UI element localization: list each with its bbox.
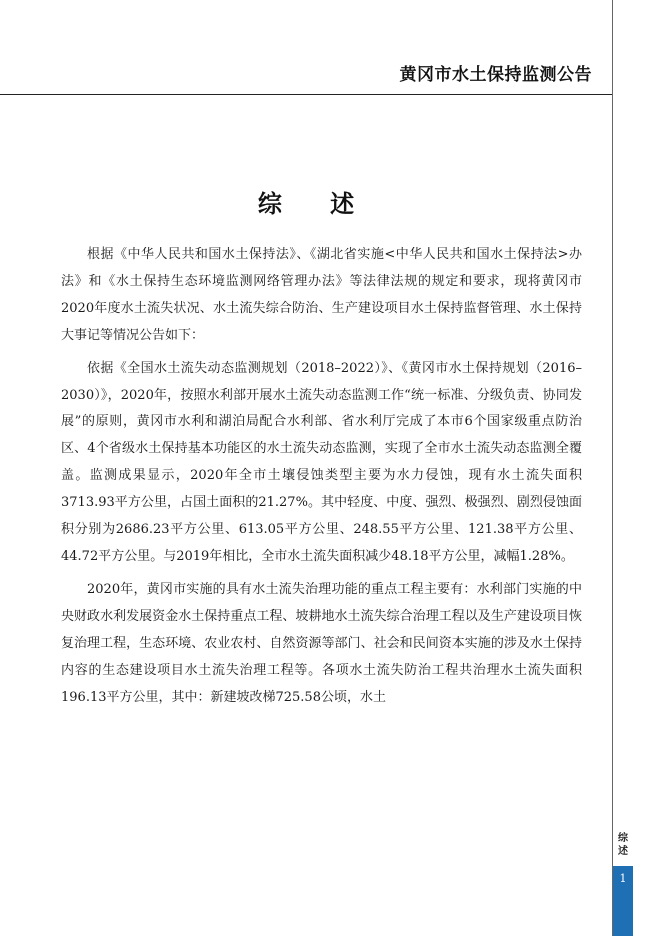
page-number: 1 [619,872,627,885]
header-divider [0,94,612,95]
side-tab-label [613,832,633,858]
body-text [61,242,582,717]
section-title: 综 述 [257,189,375,218]
side-tab-label-text: 综 述 [618,833,628,857]
paragraph-monitoring: 依据《全国水土流失动态监测规划（2018–2022）》、《黄冈市水土保持规划（2016–2030）》，2020年，按照水利部开展水土流失动态监测工作“统一标准、分级负责、协同发展”的原则，黄冈市水利和湖泊局配合水利部、省水利厅完成了本市6个国家级重点防治区、4个省级水土保持基本功能区的水土流失动态监测，实现了全市水土流失动态监测全覆盖。监测成果显示，2020年全市土壤侵蚀类型主要为水力侵蚀，现有水土流失面积3713.93平方公里，占国土面积的21.27%。其中轻度、中度、强烈、极强烈、剧烈侵蚀面积分别为2686.23平方公里、613.05平方公里、248.55平方公里、121.38平方公里、44.72平方公里。与2019年相比，全市水土流失面积减少48.18平方公里，减幅1.28%。 [61,360,582,564]
running-header-title: 黄冈市水土保持监测公告 [399,65,592,85]
page-number-tab [613,866,633,936]
side-margin-rule [612,0,613,936]
paragraph-intro: 根据《中华人民共和国水土保持法》、《湖北省实施<中华人民共和国水土保持法>办法》和《水土保持生态环境监测网络管理办法》等法律法规的规定和要求，现将黄冈市2020年度水土流失状况、水土流失综合防治、生产建设项目水土保持监督管理、水土保持大事记等情况公告如下： [61,247,582,343]
paragraph-projects: 2020年，黄冈市实施的具有水土流失治理功能的重点工程主要有：水利部门实施的中央财政水利发展资金水土保持重点工程、坡耕地水土流失综合治理工程以及生产建设项目恢复治理工程，生态环境、农业农村、自然资源等部门、社会和民间资本实施的涉及水土保持内容的生态建设项目水土流失治理工程等。各项水土流失防治工程共治理水土流失面积196.13平方公里，其中：新建坡改梯725.58公顷，水土 [61,581,582,705]
